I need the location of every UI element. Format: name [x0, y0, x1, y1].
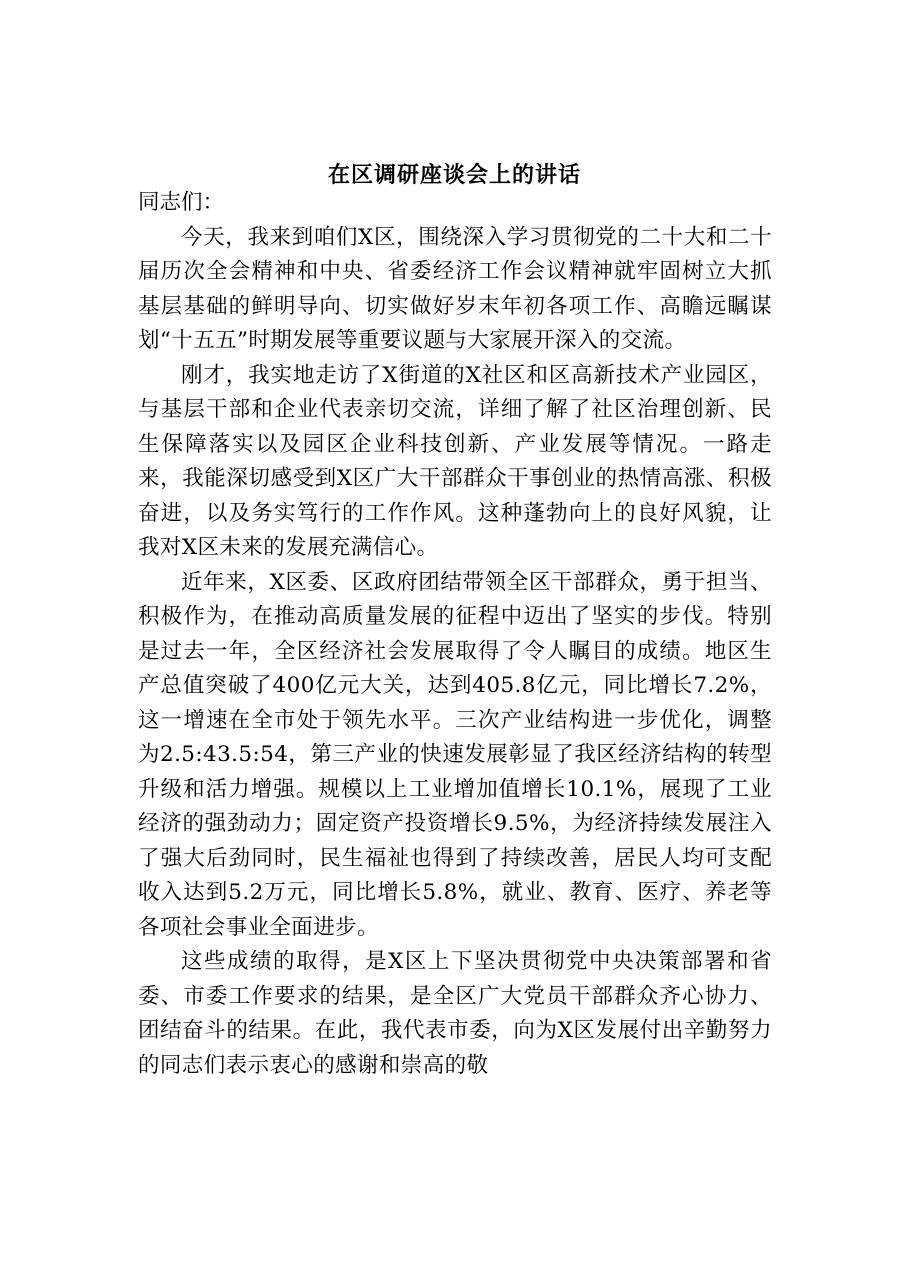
salutation: 同志们：: [138, 190, 225, 215]
paragraph-2: 刚才，我实地走访了X街道的X社区和区高新技术产业园区，与基层干部和企业代表亲切交流，详细了解了社区治理创新、民生保障落实以及园区企业科技创新、产业发展等情况。一路走来，我能深切感受到X区广大干部群众干事创业的热情高涨、积极奋进，以及务实笃行的工作作风。这种蓬勃向上的良好风貌，让我对X区未来的发展充满信心。: [138, 362, 772, 560]
document-title: 在区调研座谈会上的讲话: [327, 161, 581, 188]
paragraph-4: 这些成绩的取得，是X区上下坚决贯彻党中央决策部署和省委、市委工作要求的结果，是全区广大党员干部群众齐心协力、团结奋斗的结果。在此，我代表市委，向为X区发展付出辛勤努力的同志们表示衷心的感谢和崇高的敬: [138, 949, 772, 1078]
document-body: [138, 186, 772, 1083]
paragraph-1: 今天，我来到咱们X区，围绕深入学习贯彻党的二十大和二十届历次全会精神和中央、省委经济工作会议精神就牢固树立大抓基层基础的鲜明导向、切实做好岁末年初各项工作、高瞻远瞩谋划“十五五”时期发展等重要议题与大家展开深入的交流。: [138, 224, 772, 353]
paragraph-3: 近年来，X区委、区政府团结带领全区干部群众，勇于担当、积极作为，在推动高质量发展的征程中迈出了坚实的步伐。特别是过去一年，全区经济社会发展取得了令人瞩目的成绩。地区生产总值突破了400亿元大关，达到405.8亿元，同比增长7.2%，这一增速在全市处于领先水平。三次产业结构进一步优化，调整为2.5:43.5:54，第三产业的快速发展彰显了我区经济结构的转型升级和活力增强。规模以上工业增加值增长10.1%，展现了工业经济的强劲动力；固定资产投资增长9.5%，为经济持续发展注入了强大后劲同时，民生福祉也得到了持续改善，居民人均可支配收入达到5.2万元，同比增长5.8%，就业、教育、医疗、养老等各项社会事业全面进步。: [138, 569, 772, 940]
